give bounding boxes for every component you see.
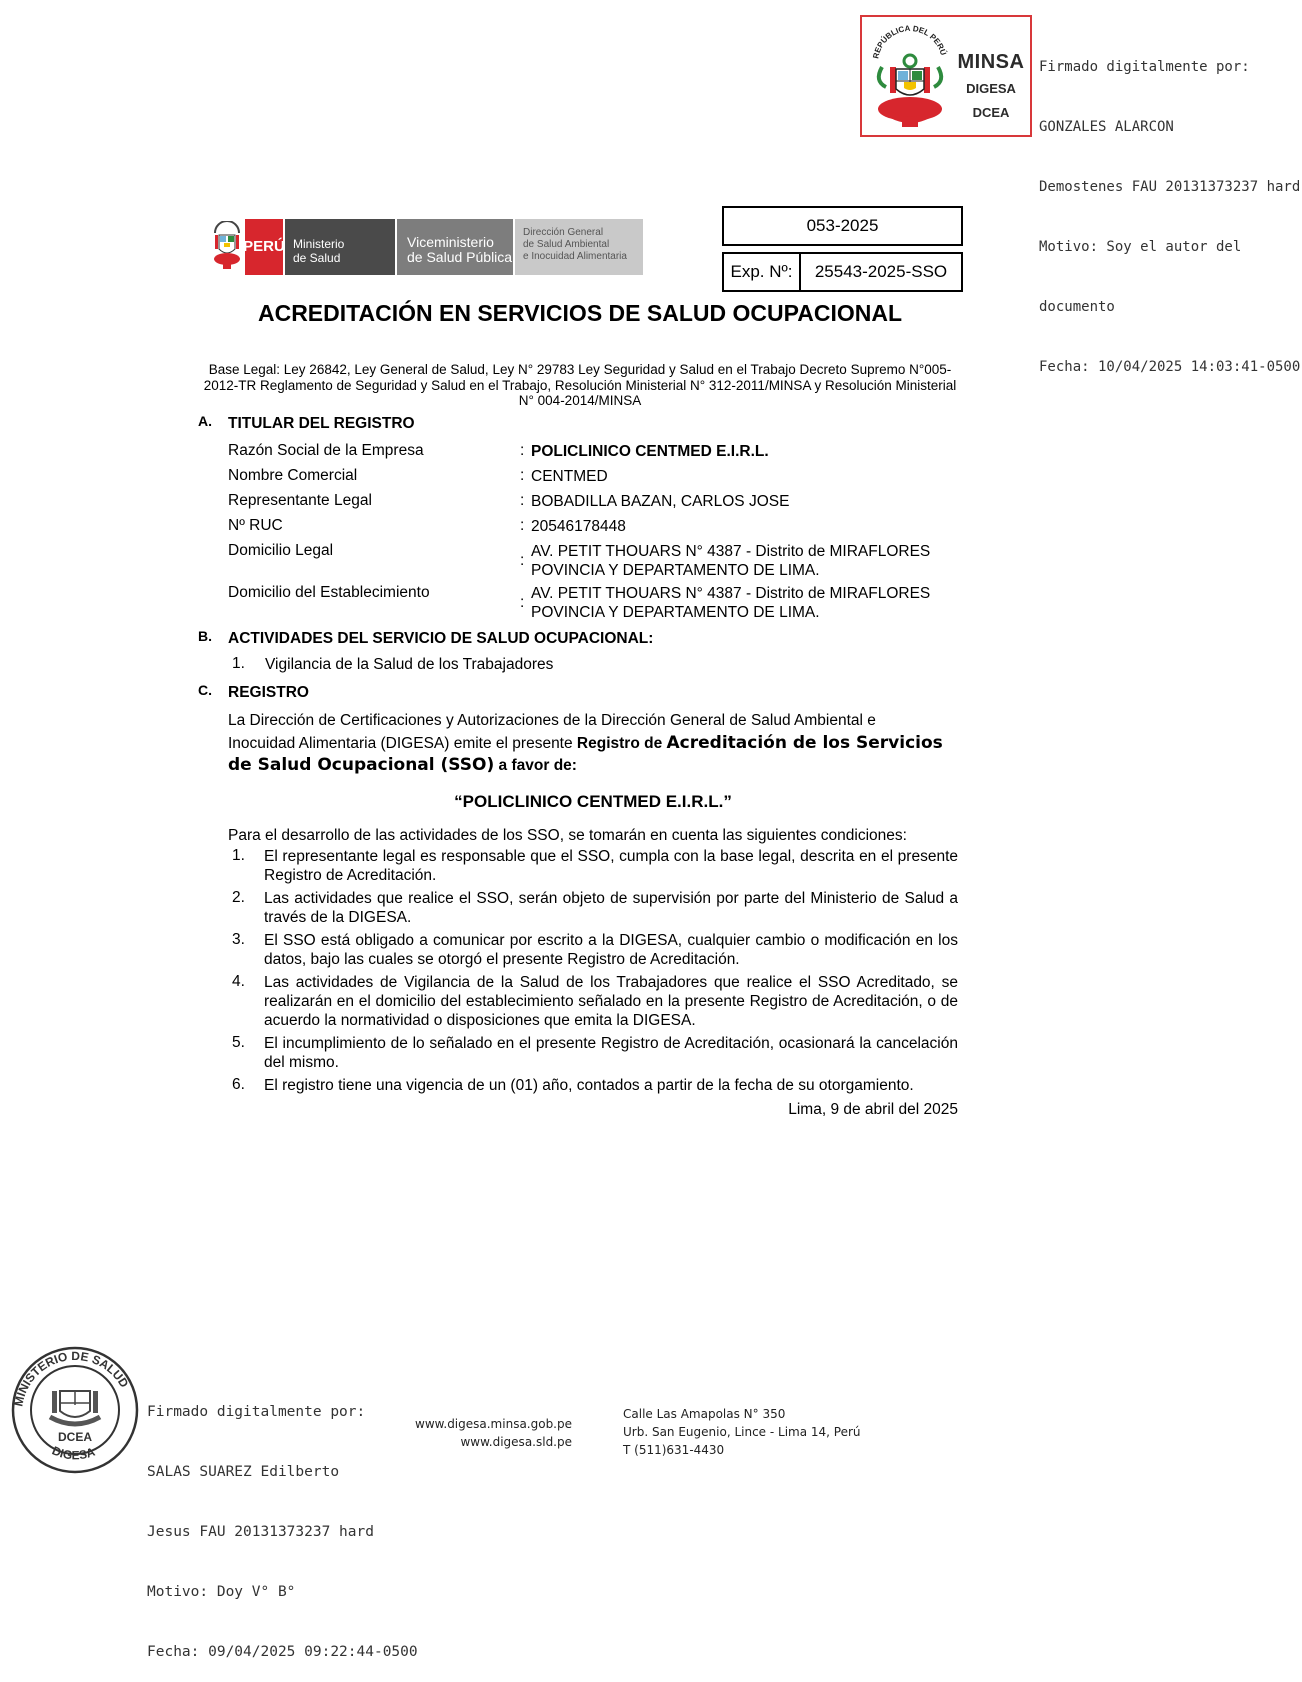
condition-number: 5. <box>232 1034 245 1051</box>
registro-bold: Registro de <box>576 735 667 752</box>
exp-label-box: Exp. Nº: <box>722 252 801 292</box>
viceministerio-block <box>397 219 513 275</box>
direccion-line: de Salud Ambiental <box>523 239 610 250</box>
footer-address <box>623 1405 861 1459</box>
ministerio-line: de Salud <box>293 251 341 265</box>
row-label: Domicilio Legal <box>228 542 334 559</box>
row-value-line: AV. PETIT THOUARS N° 4387 - Distrito de MIRAFLORES <box>531 585 931 602</box>
row-label: Razón Social de la Empresa <box>228 442 424 459</box>
sig-line: documento <box>1039 299 1115 315</box>
section-a-title: TITULAR DEL REGISTRO <box>228 415 415 432</box>
sig-line: Firmado digitalmente por: <box>1039 59 1250 75</box>
bottom-signature-text <box>147 1362 418 1682</box>
section-c-letter: C. <box>198 682 212 698</box>
svg-text:MINISTERIO DE SALUD <box>11 1349 131 1408</box>
row-value: POLICLINICO CENTMED E.I.R.L. <box>531 443 769 460</box>
activity-text: Vigilancia de la Salud de los Trabajadores <box>265 656 554 673</box>
footer-phone: T (511)631-4430 <box>623 1443 725 1457</box>
footer-websites <box>400 1415 572 1451</box>
row-label: Nº RUC <box>228 517 283 534</box>
direccion-block <box>515 219 643 275</box>
digesa-text: DIGESA <box>966 81 1016 96</box>
sig-line: Fecha: 10/04/2025 14:03:41-0500 <box>1039 359 1301 375</box>
condition-text: El incumplimiento de lo señalado en el presente Registro de Acreditación, ocasionará la cancelación del mismo. <box>264 1035 958 1071</box>
sig-line: Jesus FAU 20131373237 hard <box>147 1524 374 1540</box>
row-colon: : <box>520 467 525 484</box>
exp-value-box: 25543-2025-SSO <box>799 252 963 292</box>
condition-text: Las actividades de Vigilancia de la Salud de los Trabajadores que realice el SSO Acreditado, se realizarán en el domicilio del establecimiento señalado en la presente Registro de Acreditación, o de acuerdo la normatividad o disposiciones que emita la DIGESA. <box>264 974 958 1029</box>
top-signature-text <box>1039 17 1300 397</box>
sig-line: Fecha: 09/04/2025 09:22:44-0500 <box>147 1644 418 1660</box>
row-value: CENTMED <box>531 468 608 485</box>
condition-text: El representante legal es responsable que el SSO, cumpla con la base legal, descrita en el presente Registro de Acreditación. <box>264 848 958 884</box>
row-colon: : <box>520 442 525 459</box>
row-colon: : <box>520 492 525 509</box>
crest-arc-text: REPÚBLICA DEL PERÚ <box>871 23 948 60</box>
minsa-header-logo <box>211 219 643 275</box>
row-label: Nombre Comercial <box>228 467 358 484</box>
peru-label: PERÚ <box>245 219 283 275</box>
registro-emphasis: Acreditación de los Servicios <box>666 733 943 753</box>
row-value <box>531 542 930 580</box>
row-label: Domicilio del Establecimiento <box>228 584 430 601</box>
condition-text: Las actividades que realice el SSO, serán objeto de supervisión por parte del Ministerio de Salud a través de la DIGESA. <box>264 890 958 926</box>
ministerio-block <box>285 219 395 275</box>
registro-emphasis: de Salud Ocupacional (SSO) <box>228 755 495 775</box>
document-title: ACREDITACIÓN EN SERVICIOS DE SALUD OCUPACIONAL <box>257 300 903 326</box>
sig-line: GONZALES ALARCON <box>1039 119 1174 135</box>
sig-line: Firmado digitalmente por: <box>147 1404 366 1420</box>
minsa-digital-stamp <box>860 15 1032 137</box>
peru-coat-of-arms-icon <box>868 23 952 131</box>
section-b-letter: B. <box>198 628 212 644</box>
condition-text: El SSO está obligado a comunicar por escrito a la DIGESA, cualquier cambio o modificación en los datos, bajo las cuales se otorgó el presente Registro de Acreditación. <box>264 932 958 968</box>
registro-paragraph <box>228 711 958 775</box>
registry-number-box: 053-2025 <box>722 206 963 246</box>
sig-line: Demostenes FAU 20131373237 hard <box>1039 179 1301 195</box>
row-value-line: AV. PETIT THOUARS N° 4387 - Distrito de MIRAFLORES <box>531 543 931 560</box>
section-b-title: ACTIVIDADES DEL SERVICIO DE SALUD OCUPACIONAL: <box>228 630 654 647</box>
condition-text: El registro tiene una vigencia de un (01) año, contados a partir de la fecha de su otorgamiento. <box>264 1077 914 1094</box>
row-value-line: POVINCIA Y DEPARTAMENTO DE LIMA. <box>531 562 820 579</box>
minsa-text: MINSA <box>957 51 1025 73</box>
row-value: BOBADILLA BAZAN, CARLOS JOSE <box>531 493 790 510</box>
registro-text: Inocuidad Alimentaria (DIGESA) emite el presente <box>228 735 577 752</box>
registro-line-2 <box>228 734 958 753</box>
condition-number: 6. <box>232 1076 245 1093</box>
section-a-letter: A. <box>198 413 212 429</box>
footer-web-link: www.digesa.sld.pe <box>460 1435 572 1449</box>
footer-web-link: www.digesa.minsa.gob.pe <box>415 1417 572 1431</box>
registro-bold: a favor de: <box>494 757 577 774</box>
direccion-line: e Inocuidad Alimentaria <box>523 251 627 262</box>
registro-line-3 <box>228 756 958 775</box>
ministerio-line: Ministerio <box>293 237 345 251</box>
section-c-title: REGISTRO <box>228 684 309 701</box>
row-value <box>531 584 930 622</box>
company-name: “POLICLINICO CENTMED E.I.R.L.” <box>454 792 732 811</box>
conditions-intro: Para el desarrollo de las actividades de los SSO, se tomarán en cuenta las siguientes condiciones: <box>228 827 907 844</box>
row-colon: : <box>520 517 525 534</box>
sig-line: SALAS SUAREZ Edilberto <box>147 1464 340 1480</box>
activity-number: 1. <box>232 655 245 672</box>
direccion-line: Dirección General <box>523 227 604 238</box>
row-colon: : <box>520 552 525 569</box>
sig-line: Motivo: Soy el autor del <box>1039 239 1242 255</box>
viceministerio-line: Viceministerio <box>407 234 494 250</box>
row-value: 20546178448 <box>531 518 626 535</box>
seal-top-text: MINISTERIO DE SALUD <box>11 1348 132 1408</box>
row-value-line: POVINCIA Y DEPARTAMENTO DE LIMA. <box>531 604 820 621</box>
registro-line-1: La Dirección de Certificaciones y Autorizaciones de la Dirección General de Salud Ambiental e <box>228 712 876 729</box>
peru-crest-icon <box>211 221 243 273</box>
sig-line: Motivo: Doy V° B° <box>147 1584 296 1600</box>
condition-number: 3. <box>232 931 245 948</box>
ministerio-salud-seal-icon <box>10 1345 140 1475</box>
base-legal: Base Legal: Ley 26842, Ley General de Salud, Ley N° 29783 Ley Seguridad y Salud en el Trabajo Decreto Supremo N°005-2012-TR Reglamento de Seguridad y Salud en el Trabajo, Resolución Ministerial N° 312-2011/MINSA y Resolución Ministerial N° 004-2014/MINSA <box>203 362 957 408</box>
row-label: Representante Legal <box>228 492 372 509</box>
condition-number: 2. <box>232 889 245 906</box>
svg-text:DIGESA <box>50 1443 97 1462</box>
condition-number: 4. <box>232 973 245 990</box>
document-date: Lima, 9 de abril del 2025 <box>788 1101 958 1118</box>
footer-address-line: Calle Las Amapolas N° 350 <box>623 1407 786 1421</box>
viceministerio-line: de Salud Pública <box>407 249 513 265</box>
seal-mid-text: DCEA <box>57 1430 93 1444</box>
dcea-text: DCEA <box>972 105 1010 120</box>
row-colon: : <box>520 594 525 611</box>
footer-address-line: Urb. San Eugenio, Lince - Lima 14, Perú <box>623 1425 861 1439</box>
condition-number: 1. <box>232 847 245 864</box>
seal-bottom-text: DIGESA <box>49 1443 97 1463</box>
